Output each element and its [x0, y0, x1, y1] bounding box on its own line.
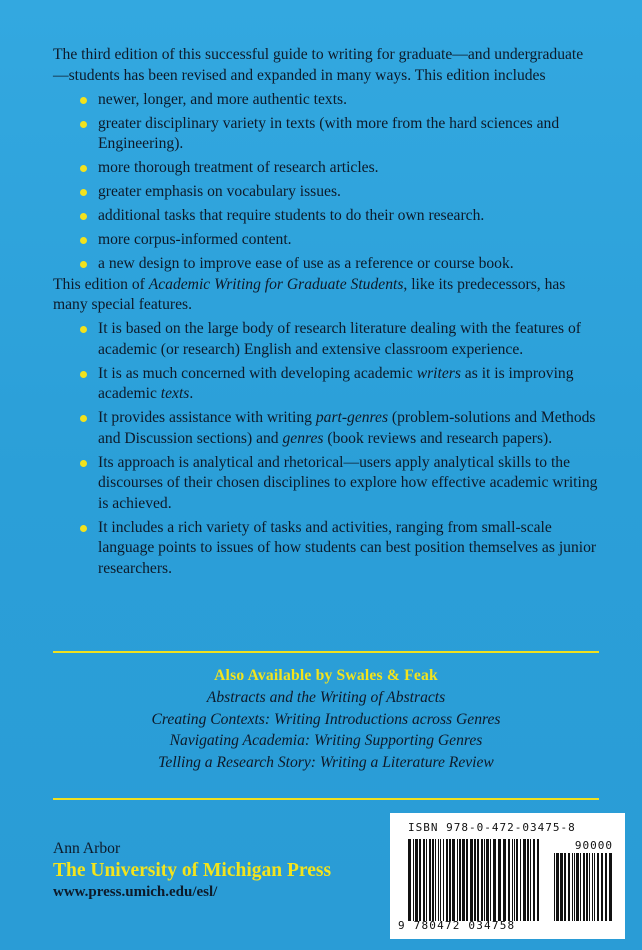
- bullet-icon: [80, 371, 87, 378]
- list-item: It includes a rich variety of tasks and activities, ranging from small-scale language points to issues of how students can best position themselves as junior researchers.: [53, 518, 598, 580]
- ean-digits: 9 780472 034758: [398, 919, 516, 932]
- divider-top: [53, 651, 599, 653]
- also-available-section: [53, 665, 599, 774]
- special-features-list: [53, 319, 598, 579]
- publisher-block: [53, 839, 393, 902]
- also-available-heading: Also Available by Swales & Feak: [214, 667, 438, 684]
- book-title: Academic Writing for Graduate Students: [148, 275, 404, 293]
- description-text: [53, 45, 598, 579]
- features-paragraph: This edition of Academic Writing for Graduate Students, like its predecessors, has many special features.: [53, 275, 566, 313]
- bullet-icon: [80, 460, 87, 467]
- edition-includes-list: [53, 90, 598, 275]
- list-item: additional tasks that require students to do their own research.: [53, 206, 598, 227]
- divider-bottom: [53, 798, 599, 800]
- list-item: more corpus-informed content.: [53, 230, 598, 251]
- list-item: more thorough treatment of research articles.: [53, 158, 598, 179]
- list-item: It provides assistance with writing part-genres (problem-solutions and Methods and Discussion sections) and genres (book reviews and research papers).: [53, 408, 598, 449]
- list-item: It is as much concerned with developing academic writers as it is improving academic texts.: [53, 364, 598, 405]
- bullet-icon: [80, 121, 87, 128]
- bullet-icon: [80, 415, 87, 422]
- list-item: greater disciplinary variety in texts (with more from the hard sciences and Engineering).: [53, 114, 598, 155]
- related-book-title: Abstracts and the Writing of Abstracts: [206, 688, 446, 706]
- list-item: a new design to improve ease of use as a reference or course book.: [53, 254, 598, 275]
- publisher-name: The University of Michigan Press: [53, 860, 332, 881]
- list-item: greater emphasis on vocabulary issues.: [53, 182, 598, 203]
- list-item: newer, longer, and more authentic texts.: [53, 90, 598, 111]
- barcode-addon-icon: [554, 853, 612, 921]
- isbn-label: ISBN 978-0-472-03475-8: [408, 821, 576, 834]
- publisher-url: www.press.umich.edu/esl/: [53, 884, 218, 900]
- bullet-icon: [80, 261, 87, 268]
- price-code: 90000: [574, 839, 613, 852]
- bullet-icon: [80, 189, 87, 196]
- bullet-icon: [80, 237, 87, 244]
- bullet-icon: [80, 525, 87, 532]
- intro-paragraph: The third edition of this successful guide to writing for graduate—and undergraduate—students has been revised and expanded in many ways. This edition includes: [53, 46, 584, 84]
- list-item: It is based on the large body of research literature dealing with the features of academic (or research) English and extensive classroom experience.: [53, 319, 598, 360]
- publisher-city: Ann Arbor: [53, 840, 121, 857]
- barcode-icon: [408, 839, 540, 921]
- related-book-title: Navigating Academia: Writing Supporting Genres: [169, 732, 483, 750]
- barcode-panel: [390, 813, 625, 939]
- bullet-icon: [80, 326, 87, 333]
- list-item: Its approach is analytical and rhetorical—users apply analytical skills to the discourses of their chosen disciplines to explore how effective academic writing is achieved.: [53, 453, 598, 515]
- bullet-icon: [80, 213, 87, 220]
- bullet-icon: [80, 97, 87, 104]
- related-book-title: Telling a Research Story: Writing a Literature Review: [158, 754, 494, 772]
- bullet-icon: [80, 165, 87, 172]
- related-book-title: Creating Contexts: Writing Introductions across Genres: [151, 710, 501, 728]
